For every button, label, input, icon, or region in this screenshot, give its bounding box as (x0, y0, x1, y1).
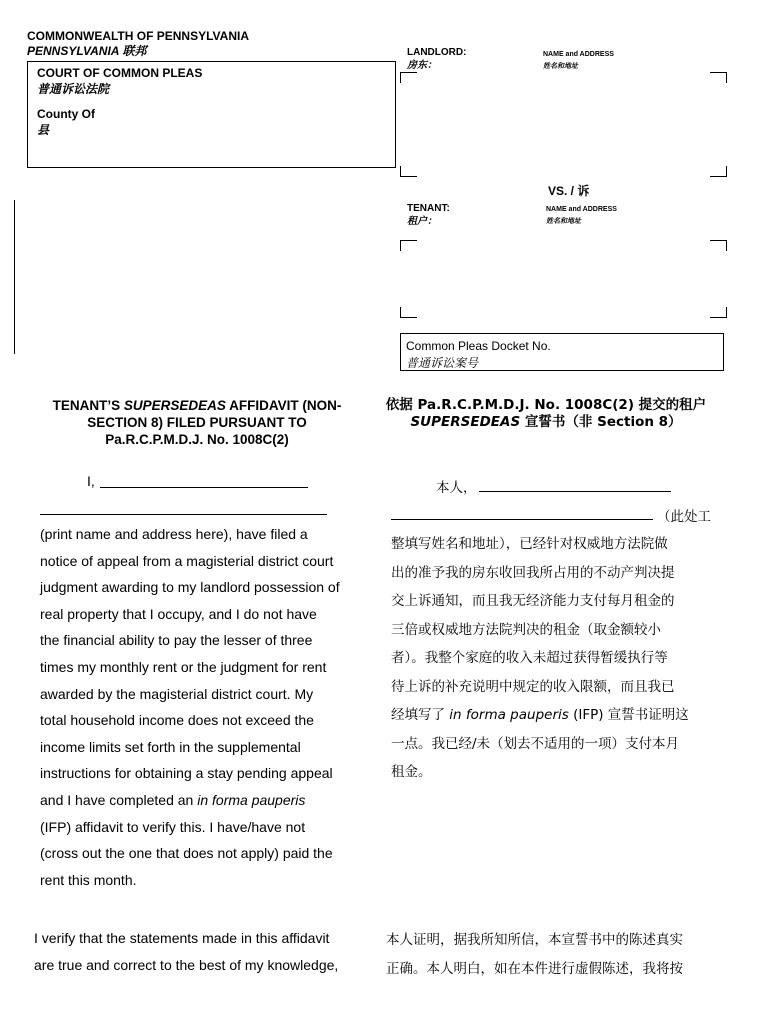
body-en-line: (cross out the one that does not apply) paid the (40, 845, 333, 862)
in-forma-pauperis-zh: in forma pauperis (449, 707, 569, 723)
verification-en-line: I verify that the statements made in this affidavit (34, 930, 330, 946)
bracket-bottom-right (710, 166, 727, 177)
county-label-en: County Of (37, 107, 95, 121)
affidavit-body-en (40, 521, 370, 893)
bracket-bottom-right (710, 307, 727, 318)
title-zh-line2 (376, 414, 716, 431)
body-en-line: instructions for obtaining a stay pending appeal (40, 765, 333, 782)
docket-label-zh: 普通诉讼案号 (406, 356, 479, 370)
body-en-line (40, 787, 370, 814)
body-zh-line: 一点。我已经/未（划去不适用的一项）支付本月 (391, 735, 680, 752)
docket-label-en: Common Pleas Docket No. (406, 339, 551, 353)
verification-en-line: are true and correct to the best of my knowledge, (34, 956, 339, 973)
in-forma-pauperis-en: in forma pauperis (197, 791, 306, 808)
title-zh-line1: 依据 Pa.R.C.P.M.D.J. No. 1008C(2) 提交的租户 (385, 397, 707, 413)
body-en-line: (print name and address here), have filed a (40, 526, 308, 542)
bracket-bottom-left (400, 307, 417, 318)
versus-label: VS. / 诉 (548, 184, 590, 198)
tenant-name-address-zh: 姓名和地址 (546, 218, 581, 225)
body-zh-line: 交上诉通知，而且我无经济能力支付每月租金的 (391, 593, 675, 609)
landlord-label-en: LANDLORD: (407, 47, 467, 58)
body-zh-line: 待上诉的补充说明中规定的收入限额，而且我已 (391, 678, 675, 695)
state-heading-zh: PENNSYLVANIA 联邦 (27, 44, 147, 58)
landlord-name-address-zh: 姓名和地址 (543, 63, 578, 70)
name-blank-zh[interactable] (479, 491, 671, 492)
tenant-label-zh: 租户： (407, 216, 437, 227)
body-en-line: judgment awarding to my landlord possession of (40, 579, 340, 596)
body-zh-line: 出的准予我的房东收回我所占用的不动产判决提 (391, 564, 675, 581)
title-en-supersedeas: SUPERSEDEAS (123, 398, 226, 413)
body-en-line: real property that I occupy, and I do not have (40, 605, 317, 622)
body-zh-line: 租金。 (391, 764, 432, 780)
body-en-part: and I have completed an (40, 791, 198, 808)
margin-bar (14, 200, 15, 354)
body-zh-line: 三倍或权威地方法院判决的租金（取金额较小 (391, 621, 661, 638)
court-box[interactable] (27, 61, 396, 168)
title-zh-part: 宣誓书（非 Section 8） (520, 414, 682, 430)
title-en-line1 (27, 397, 367, 414)
tenant-name-address-en: NAME and ADDRESS (546, 206, 617, 213)
body-zh-line: 者）。我整个家庭的收入未超过获得暂缓执行等 (391, 650, 668, 666)
docket-number-field[interactable] (400, 333, 724, 371)
address-blank-zh[interactable] (391, 519, 653, 520)
body-en-line: income limits set forth in the supplemental (40, 738, 301, 755)
affidavit-title-en (27, 397, 367, 448)
commonwealth-heading: COMMONWEALTH OF PENNSYLVANIA (27, 29, 249, 43)
body-en-line: times my monthly rent or the judgment for rent (40, 658, 327, 675)
title-en-part: TENANT’S (52, 398, 124, 413)
tenant-name-field[interactable] (400, 240, 727, 318)
court-name-zh: 普通诉讼法院 (37, 82, 110, 96)
bracket-top-left (400, 240, 417, 251)
tenant-label-en: TENANT: (407, 203, 450, 214)
body-en-line: (IFP) affidavit to verify this. I have/have not (40, 818, 306, 835)
county-label-zh: 县 (37, 123, 50, 137)
verification-zh-line: 本人证明，据我所知所信，本宣誓书中的陈述真实 (386, 932, 683, 948)
body-zh-line (391, 701, 721, 730)
body-en-line: rent this month. (40, 871, 137, 888)
address-blank-en[interactable] (40, 514, 327, 515)
bracket-top-right (710, 72, 727, 83)
verification-zh-line: 正确。本人明白，如在本件进行虚假陈述，我将按 (386, 960, 683, 977)
i-label-en: I, (87, 473, 95, 489)
body-zh-line: （此处工 (657, 509, 711, 525)
landlord-label-zh: 房东： (407, 60, 437, 71)
court-name-en: COURT OF COMMON PLEAS (37, 66, 203, 80)
title-en-line3: Pa.R.C.P.M.D.J. No. 1008C(2) (105, 432, 289, 447)
body-zh-line: 整填写姓名和地址），已经针对权威地方法院做 (391, 536, 668, 552)
title-en-line2: SECTION 8) FILED PURSUANT TO (87, 415, 307, 430)
bracket-top-right (710, 240, 727, 251)
title-zh-supersedeas: SUPERSEDEAS (410, 414, 521, 430)
body-en-line: the financial ability to pay the lesser of three (40, 632, 313, 649)
landlord-name-field[interactable] (400, 72, 727, 177)
i-label-zh: 本人， (436, 480, 477, 496)
verification-en (34, 925, 370, 978)
verification-zh (386, 926, 726, 983)
body-en-line: notice of appeal from a magisterial district court (40, 552, 334, 569)
affidavit-body-zh (391, 530, 721, 787)
bracket-top-left (400, 72, 417, 83)
title-en-part: AFFIDAVIT (NON- (225, 398, 342, 413)
affidavit-title-zh (376, 397, 716, 431)
name-blank-en[interactable] (100, 487, 308, 488)
bracket-bottom-left (400, 166, 417, 177)
body-zh-part: 经填写了 (391, 707, 450, 723)
body-en-line: total household income does not exceed the (40, 712, 314, 729)
body-en-line: awarded by the magisterial district court. My (40, 685, 314, 702)
landlord-name-address-en: NAME and ADDRESS (543, 51, 614, 58)
body-zh-part: (IFP) 宣誓书证明这 (568, 707, 689, 723)
